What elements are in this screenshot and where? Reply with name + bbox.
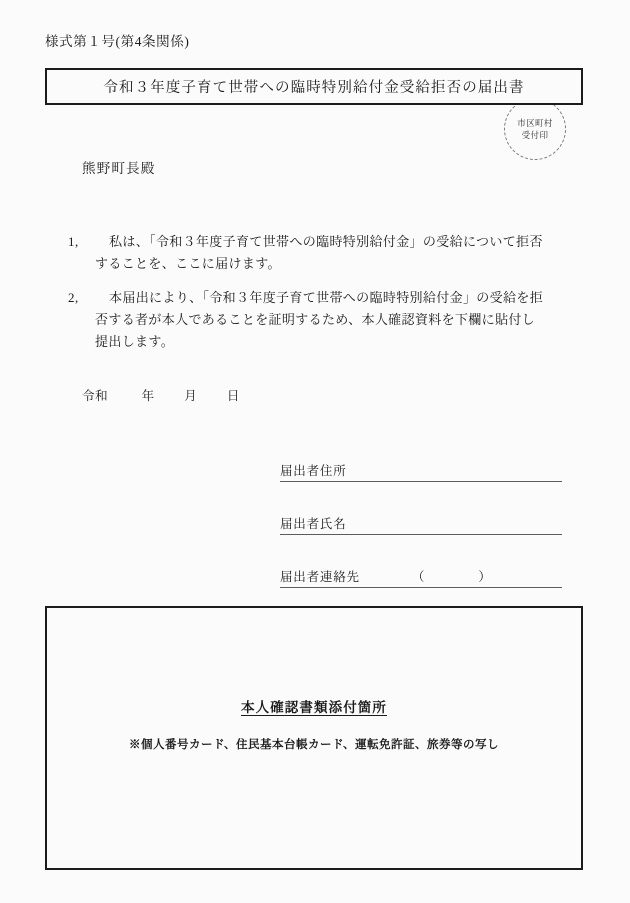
clause-line: 否する者が本人であることを証明するため、本人確認資料を下欄に貼付し — [95, 312, 536, 328]
receipt-stamp-line-2: 受付印 — [521, 130, 549, 140]
clause-item — [68, 231, 573, 276]
date-entry-line[interactable] — [82, 386, 240, 404]
receipt-stamp-circle — [504, 98, 566, 160]
applicant-fields — [280, 455, 562, 614]
clause-list — [68, 231, 573, 365]
id-attachment-content — [47, 696, 581, 752]
phone-parenthesis: （ ） — [411, 570, 492, 584]
month-unit-label: 月 — [184, 389, 198, 403]
applicant-address-field[interactable] — [280, 455, 562, 482]
clause-number: 2, — [68, 289, 79, 305]
era-label: 令和 — [82, 389, 109, 403]
id-attachment-box[interactable] — [45, 606, 583, 870]
attachment-note: ※個人番号カード、住民基本台帳カード、運転免許証、旅券等の写し — [129, 739, 499, 751]
clause-text — [95, 231, 573, 276]
clause-line: することを、ここに届けます。 — [95, 256, 281, 272]
form-number-label: 様式第１号(第4条関係) — [45, 34, 190, 49]
clause-item — [68, 287, 573, 354]
applicant-contact-label: 届出者連絡先 — [280, 570, 360, 584]
clause-text — [95, 287, 573, 354]
applicant-name-label: 届出者氏名 — [280, 517, 347, 531]
attachment-heading: 本人確認書類添付箇所 — [241, 700, 387, 715]
applicant-name-field[interactable] — [280, 508, 562, 535]
applicant-contact-field[interactable] — [280, 561, 562, 588]
day-unit-label: 日 — [226, 389, 240, 403]
document-title-box — [45, 68, 583, 105]
page-title: 令和３年度子育て世帯への臨時特別給付金受給拒否の届出書 — [103, 80, 525, 96]
receipt-stamp-line-1: 市区町村 — [517, 117, 553, 128]
clause-line: 本届出により、「令和３年度子育て世帯への臨時特別給付金」の受給を拒 — [109, 289, 544, 305]
clause-line: 提出します。 — [95, 334, 175, 350]
year-unit-label: 年 — [141, 389, 155, 403]
applicant-address-label: 届出者住所 — [280, 464, 347, 478]
addressee-label: 熊野町長殿 — [82, 161, 156, 176]
clause-number: 1, — [68, 234, 79, 249]
clause-line: 私は、「令和３年度子育て世帯への臨時特別給付金」の受給について拒否 — [109, 234, 543, 249]
